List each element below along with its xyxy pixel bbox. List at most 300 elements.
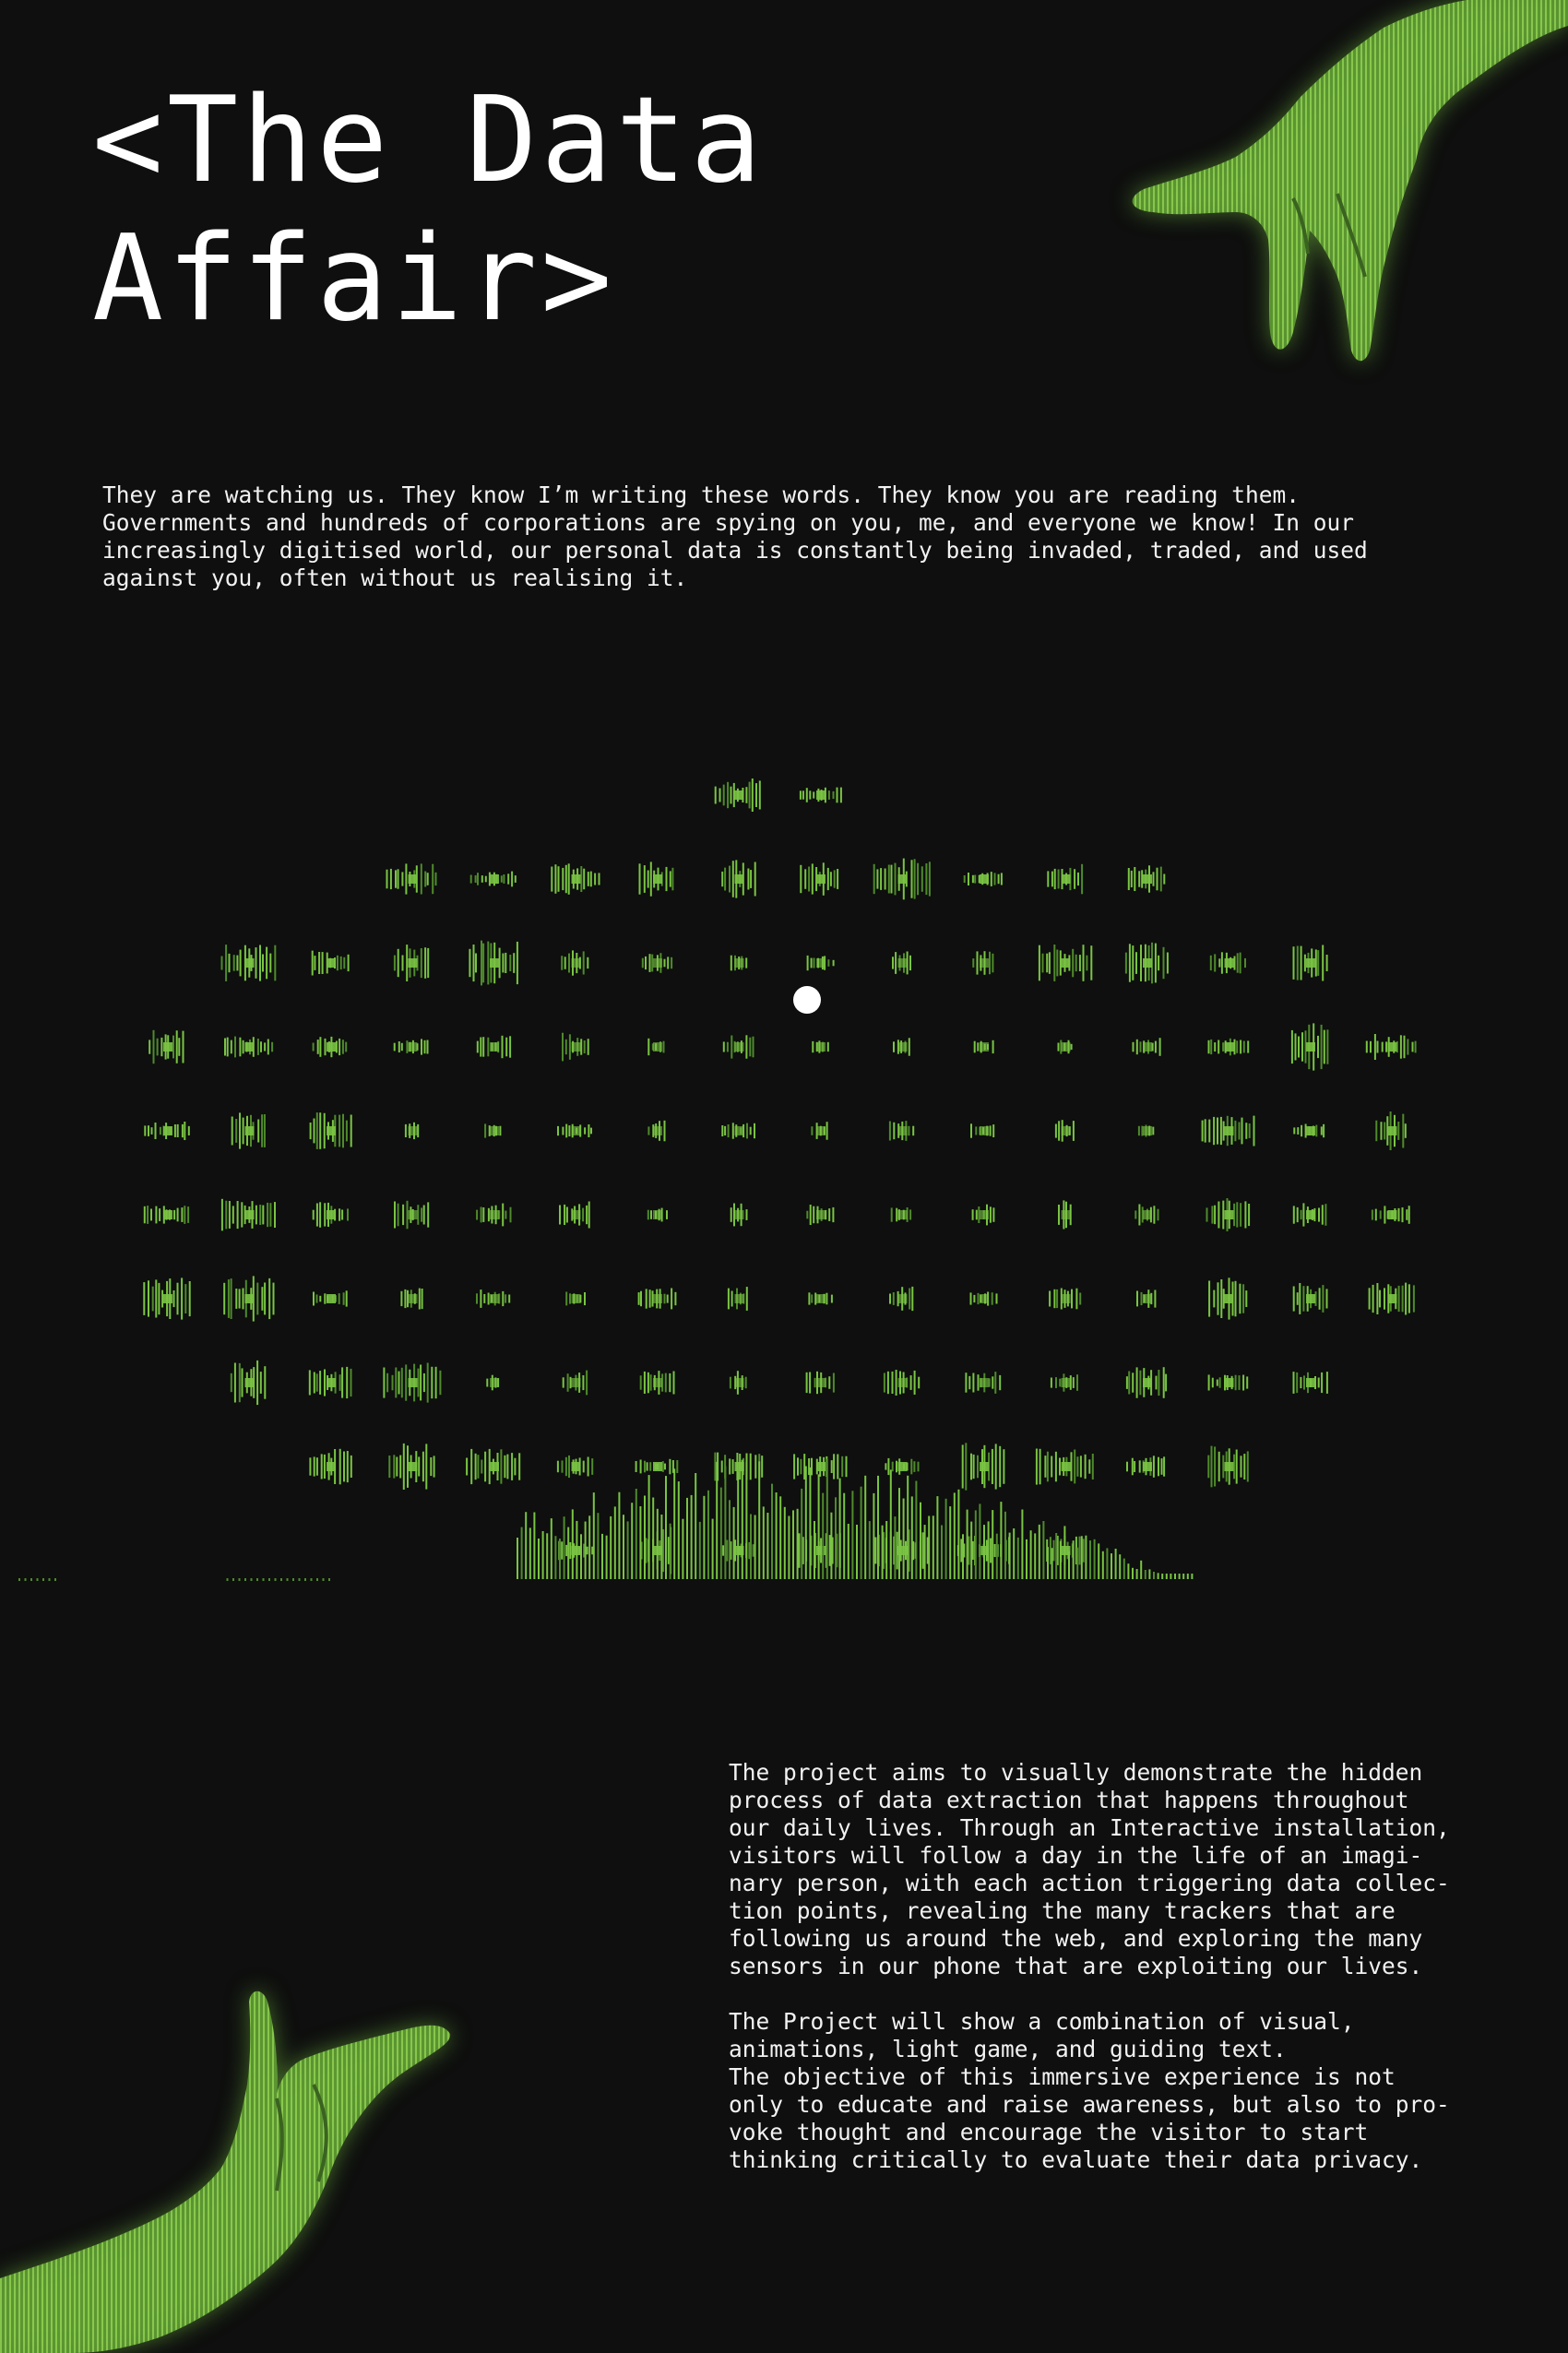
binary-mark: [1102, 1551, 1104, 1579]
binary-mark: [1321, 1025, 1323, 1069]
binary-mark: [239, 1112, 241, 1148]
binary-mark: [482, 944, 484, 983]
binary-mark: [1191, 1574, 1193, 1579]
binary-mark: [1111, 1553, 1112, 1579]
binary-mark: [481, 1460, 482, 1474]
binary-mark: [724, 1467, 726, 1580]
binary-mark: [1297, 1127, 1299, 1135]
binary-mark: [401, 1043, 403, 1051]
binary-mark: [1049, 1291, 1051, 1307]
binary-mark: [597, 1513, 599, 1579]
binary-mark: [558, 866, 560, 892]
binary-mark: [721, 872, 723, 886]
binary-node: [1388, 1294, 1397, 1303]
binary-node: [490, 1462, 499, 1471]
binary-mark: [587, 1547, 588, 1555]
binary-mark: [992, 1292, 993, 1305]
binary-mark: [892, 957, 894, 969]
binary-mark: [405, 1124, 407, 1137]
binary-mark: [754, 862, 756, 897]
binary-mark: [1049, 952, 1051, 974]
binary-mark: [1128, 1372, 1130, 1395]
binary-node: [1388, 1126, 1397, 1135]
binary-mark: [225, 1201, 227, 1230]
binary-mark: [1322, 945, 1324, 981]
binary-node: [735, 1042, 744, 1052]
binary-mark: [568, 1456, 570, 1478]
binary-mark: [682, 1519, 683, 1579]
binary-mark: [1153, 1456, 1155, 1478]
binary-mark: [992, 1207, 994, 1222]
binary-mark: [1315, 1125, 1317, 1137]
binary-mark: [920, 1503, 921, 1579]
binary-mark: [1236, 1450, 1238, 1484]
binary-mark: [890, 1469, 892, 1579]
binary-mark: [593, 1492, 595, 1579]
binary-mark: [727, 1042, 729, 1052]
binary-mark: [37, 1578, 39, 1581]
binary-mark: [580, 866, 582, 892]
binary-mark: [1384, 1206, 1385, 1223]
binary-mark: [732, 1459, 734, 1474]
binary-mark: [921, 866, 923, 892]
binary-mark: [424, 1040, 426, 1053]
binary-mark: [421, 863, 422, 894]
binary-mark: [758, 1461, 760, 1579]
binary-mark: [936, 1496, 938, 1579]
binary-node: [653, 1210, 662, 1219]
binary-node: [1062, 874, 1071, 884]
binary-mark: [1157, 868, 1158, 891]
binary-mark: [670, 1524, 671, 1579]
binary-mark: [228, 1279, 230, 1318]
binary-mark: [1127, 1563, 1129, 1579]
binary-mark: [968, 1376, 970, 1389]
binary-node: [1062, 958, 1071, 968]
binary-mark: [435, 1367, 437, 1398]
binary-mark: [1218, 1202, 1219, 1229]
binary-mark: [184, 1122, 185, 1140]
binary-mark: [343, 1292, 345, 1305]
binary-mark: [264, 1283, 266, 1315]
binary-mark: [763, 1506, 765, 1579]
binary-mark: [1222, 1456, 1224, 1479]
binary-node: [1306, 1378, 1315, 1387]
binary-node: [816, 1042, 826, 1052]
binary-mark: [1051, 1456, 1052, 1478]
binary-mark: [273, 1283, 275, 1315]
binary-mark: [1073, 1377, 1075, 1388]
binary-node: [980, 1378, 989, 1387]
binary-mark: [1241, 1456, 1242, 1477]
binary-mark: [554, 864, 556, 894]
binary-mark: [884, 1373, 885, 1393]
binary-mark: [316, 1373, 318, 1391]
binary-mark: [559, 1206, 561, 1225]
binary-mark: [754, 1515, 756, 1580]
binary-mark: [833, 791, 835, 799]
binary-node: [898, 1294, 908, 1303]
binary-mark: [644, 1372, 646, 1394]
binary-mark: [225, 945, 227, 981]
binary-mark: [431, 1367, 433, 1398]
binary-mark: [235, 1289, 237, 1309]
binary-mark: [1301, 1125, 1302, 1136]
binary-mark: [894, 1516, 896, 1579]
binary-mark: [487, 1038, 489, 1057]
binary-mark: [144, 1125, 146, 1135]
binary-mark: [319, 1112, 321, 1149]
binary-mark: [965, 1373, 967, 1393]
binary-mark: [1369, 1288, 1371, 1309]
binary-mark: [1413, 1285, 1415, 1312]
binary-mark: [826, 1122, 828, 1140]
binary-mark: [721, 1125, 723, 1136]
binary-mark: [1187, 1574, 1189, 1579]
binary-node: [245, 1042, 255, 1052]
binary-node: [245, 1378, 255, 1387]
binary-mark: [322, 952, 324, 974]
binary-mark: [346, 1367, 348, 1398]
binary-mark: [647, 1462, 648, 1470]
reaching-hand-top-icon: [1051, 0, 1568, 369]
binary-mark: [314, 956, 315, 970]
binary-mark: [618, 1492, 620, 1579]
binary-mark: [1322, 1205, 1324, 1224]
binary-mark: [910, 1459, 912, 1475]
binary-mark: [1402, 1114, 1404, 1148]
binary-mark: [1317, 950, 1319, 976]
binary-mark: [1235, 1375, 1237, 1391]
binary-mark: [746, 1209, 748, 1220]
binary-node: [490, 1042, 499, 1052]
binary-mark: [1241, 1118, 1243, 1145]
binary-mark: [513, 953, 515, 973]
binary-mark: [722, 1545, 724, 1555]
binary-mark: [345, 1042, 347, 1052]
binary-mark: [964, 875, 966, 883]
binary-mark: [1140, 945, 1142, 981]
binary-mark: [830, 872, 832, 886]
binary-mark: [1322, 1285, 1324, 1313]
binary-mark: [895, 863, 897, 896]
binary-mark: [231, 1373, 232, 1392]
binary-mark: [990, 1539, 992, 1563]
binary-mark: [909, 1209, 911, 1219]
binary-node: [1306, 1294, 1315, 1303]
binary-mark: [1249, 1123, 1251, 1138]
binary-node: [572, 874, 581, 884]
binary-node: [1062, 1210, 1071, 1219]
binary-mark: [177, 1208, 179, 1222]
binary-mark: [339, 1293, 340, 1304]
binary-mark: [1106, 1548, 1108, 1579]
binary-mark: [1094, 1539, 1096, 1579]
binary-mark: [583, 951, 585, 974]
binary-node: [572, 1042, 581, 1052]
binary-mark: [745, 957, 747, 968]
binary-mark: [403, 1444, 405, 1490]
binary-mark: [1372, 1285, 1374, 1313]
binary-mark: [588, 1202, 590, 1229]
binary-mark: [983, 1525, 985, 1579]
binary-mark: [488, 1293, 490, 1305]
binary-mark: [833, 1454, 835, 1479]
binary-node: [572, 1378, 581, 1387]
binary-mark: [402, 956, 404, 971]
binary-mark: [511, 872, 513, 887]
binary-mark: [728, 1289, 730, 1310]
binary-mark: [1163, 874, 1165, 885]
binary-mark: [813, 791, 814, 798]
binary-mark: [650, 1210, 652, 1219]
binary-mark: [406, 945, 408, 981]
binary-mark: [481, 875, 483, 883]
binary-mark: [1174, 1574, 1176, 1579]
binary-mark: [1161, 1574, 1163, 1579]
binary-mark: [417, 1205, 419, 1225]
binary-node: [816, 1210, 826, 1219]
binary-mark: [1131, 871, 1133, 887]
binary-mark: [640, 1460, 642, 1474]
binary-mark: [148, 1040, 150, 1053]
binary-mark: [649, 954, 651, 972]
binary-mark: [292, 1578, 294, 1581]
binary-mark: [843, 1493, 845, 1579]
binary-mark: [1245, 1123, 1247, 1139]
binary-mark: [965, 1443, 967, 1490]
binary-mark: [161, 1290, 163, 1308]
binary-node: [1143, 958, 1152, 968]
binary-mark: [968, 873, 969, 885]
binary-mark: [287, 1578, 289, 1581]
binary-mark: [703, 1496, 705, 1579]
binary-mark: [1163, 1367, 1165, 1398]
binary-mark: [941, 1526, 943, 1580]
binary-mark: [1081, 864, 1083, 895]
binary-mark: [594, 873, 596, 885]
binary-node: [1143, 1294, 1152, 1303]
binary-mark: [1222, 1042, 1224, 1052]
binary-node: [409, 1126, 418, 1135]
binary-mark: [1071, 1044, 1073, 1050]
binary-mark: [695, 1473, 696, 1579]
binary-mark: [898, 1488, 900, 1579]
binary-mark: [155, 1206, 157, 1224]
binary-mark: [907, 1476, 909, 1579]
binary-mark: [502, 954, 504, 973]
binary-mark: [424, 947, 426, 979]
binary-mark: [1293, 1372, 1295, 1394]
binary-node: [980, 958, 989, 968]
binary-node: [163, 1294, 172, 1303]
binary-mark: [502, 1204, 504, 1227]
binary-mark: [1132, 1568, 1134, 1579]
binary-mark: [1295, 1033, 1297, 1060]
binary-mark: [261, 1114, 263, 1147]
binary-mark: [627, 1521, 629, 1579]
binary-mark: [1042, 954, 1044, 973]
binary-mark: [831, 1295, 833, 1303]
binary-node: [980, 1462, 989, 1471]
binary-mark: [978, 1374, 980, 1391]
binary-mark: [565, 1040, 567, 1054]
binary-mark: [585, 1522, 587, 1580]
binary-mark: [189, 1281, 191, 1316]
binary-node: [1062, 1042, 1071, 1052]
binary-mark: [742, 1460, 743, 1579]
binary-node: [1306, 1042, 1315, 1052]
binary-node: [898, 1042, 908, 1052]
binary-node: [735, 874, 744, 884]
binary-mark: [996, 1534, 998, 1579]
binary-mark: [1139, 1371, 1141, 1396]
binary-mark: [339, 1374, 341, 1391]
binary-mark: [1138, 1126, 1140, 1135]
binary-mark: [674, 1292, 676, 1305]
binary-node: [816, 1378, 826, 1387]
binary-mark: [1315, 949, 1317, 976]
binary-mark: [882, 1526, 884, 1579]
binary-mark: [994, 873, 996, 885]
binary-mark: [889, 1122, 891, 1141]
binary-mark: [1234, 1040, 1236, 1055]
binary-mark: [1217, 1118, 1218, 1145]
binary-mark: [809, 1468, 811, 1579]
binary-mark: [313, 1292, 315, 1306]
binary-mark: [848, 1524, 849, 1579]
binary-mark: [793, 1454, 795, 1479]
binary-node: [1143, 1126, 1152, 1135]
binary-mark: [144, 1206, 146, 1224]
binary-mark: [394, 956, 396, 971]
binary-mark: [1071, 1289, 1073, 1309]
binary-node: [653, 1126, 662, 1135]
binary-mark: [1071, 1452, 1073, 1480]
binary-mark: [517, 1538, 518, 1579]
binary-mark: [395, 1368, 397, 1398]
binary-mark: [976, 1210, 978, 1220]
binary-mark: [501, 875, 503, 882]
binary-mark: [551, 867, 552, 892]
binary-mark: [242, 1368, 244, 1396]
binary-mark: [811, 1294, 813, 1302]
binary-mark: [588, 1039, 589, 1055]
binary-mark: [911, 1287, 913, 1311]
binary-mark: [846, 1456, 848, 1478]
binary-node: [1225, 958, 1234, 968]
binary-mark: [1051, 1378, 1052, 1388]
binary-mark: [239, 1038, 241, 1057]
binary-mark: [864, 1476, 866, 1579]
binary-mark: [262, 955, 264, 972]
binary-mark: [506, 1455, 508, 1480]
binary-mark: [257, 1039, 259, 1055]
binary-mark: [642, 958, 644, 969]
binary-mark: [1382, 1042, 1384, 1052]
binary-mark: [231, 1278, 232, 1319]
binary-mark: [992, 1510, 993, 1579]
binary-mark: [671, 957, 672, 969]
binary-node: [653, 874, 662, 884]
binary-mark: [1397, 1122, 1399, 1140]
binary-mark: [563, 1377, 564, 1387]
binary-mark: [341, 1367, 343, 1397]
binary-mark: [158, 1283, 160, 1314]
binary-node: [1225, 1210, 1234, 1219]
binary-mark: [343, 957, 345, 969]
binary-mark: [49, 1578, 51, 1581]
binary-mark: [992, 1376, 993, 1388]
binary-mark: [745, 1462, 747, 1579]
reaching-hand-bottom-icon: [0, 1983, 480, 2353]
binary-mark: [911, 1496, 913, 1579]
binary-mark: [996, 1293, 998, 1303]
binary-mark: [669, 1373, 671, 1392]
binary-mark: [394, 1043, 396, 1052]
binary-mark: [830, 1513, 832, 1579]
binary-mark: [766, 1513, 768, 1579]
binary-mark: [152, 1287, 154, 1312]
binary-mark: [239, 1289, 241, 1308]
binary-mark: [1205, 1119, 1206, 1142]
binary-mark: [1374, 1034, 1376, 1060]
binary-mark: [466, 1458, 468, 1476]
binary-mark: [518, 1453, 520, 1480]
binary-mark: [177, 1283, 179, 1315]
binary-mark: [386, 870, 388, 889]
binary-mark: [243, 1040, 244, 1054]
binary-mark: [998, 874, 1000, 885]
binary-mark: [992, 954, 993, 973]
binary-mark: [719, 789, 721, 802]
binary-mark: [312, 951, 314, 976]
binary-mark: [975, 1126, 977, 1135]
binary-mark: [1073, 1121, 1075, 1141]
binary-mark: [1299, 1283, 1301, 1314]
binary-mark: [1063, 1526, 1065, 1579]
binary-mark: [650, 862, 652, 896]
binary-mark: [240, 950, 242, 977]
binary-mark: [176, 1030, 178, 1064]
binary-mark: [267, 1040, 269, 1055]
binary-mark: [476, 1293, 478, 1303]
binary-mark: [1059, 1379, 1061, 1387]
binary-mark: [1326, 1029, 1328, 1064]
binary-mark: [1058, 1205, 1060, 1225]
binary-mark: [1406, 1209, 1408, 1220]
binary-mark: [833, 960, 835, 967]
binary-mark: [557, 1461, 559, 1473]
binary-mark: [707, 1491, 709, 1579]
binary-mark: [1379, 1290, 1381, 1308]
binary-mark: [157, 1039, 159, 1056]
binary-mark: [1240, 1040, 1241, 1054]
binary-mark: [502, 1291, 504, 1306]
binary-mark: [319, 1296, 321, 1302]
binary-mark: [1375, 1209, 1377, 1221]
binary-mark: [1145, 1570, 1146, 1579]
binary-mark: [999, 1446, 1001, 1487]
binary-mark: [260, 1372, 262, 1394]
binary-mark: [177, 1124, 179, 1137]
binary-mark: [1089, 1540, 1091, 1579]
binary-mark: [271, 1042, 273, 1052]
binary-mark: [269, 954, 271, 973]
binary-mark: [640, 1375, 642, 1389]
binary-node: [245, 1294, 255, 1303]
binary-mark: [473, 945, 475, 981]
